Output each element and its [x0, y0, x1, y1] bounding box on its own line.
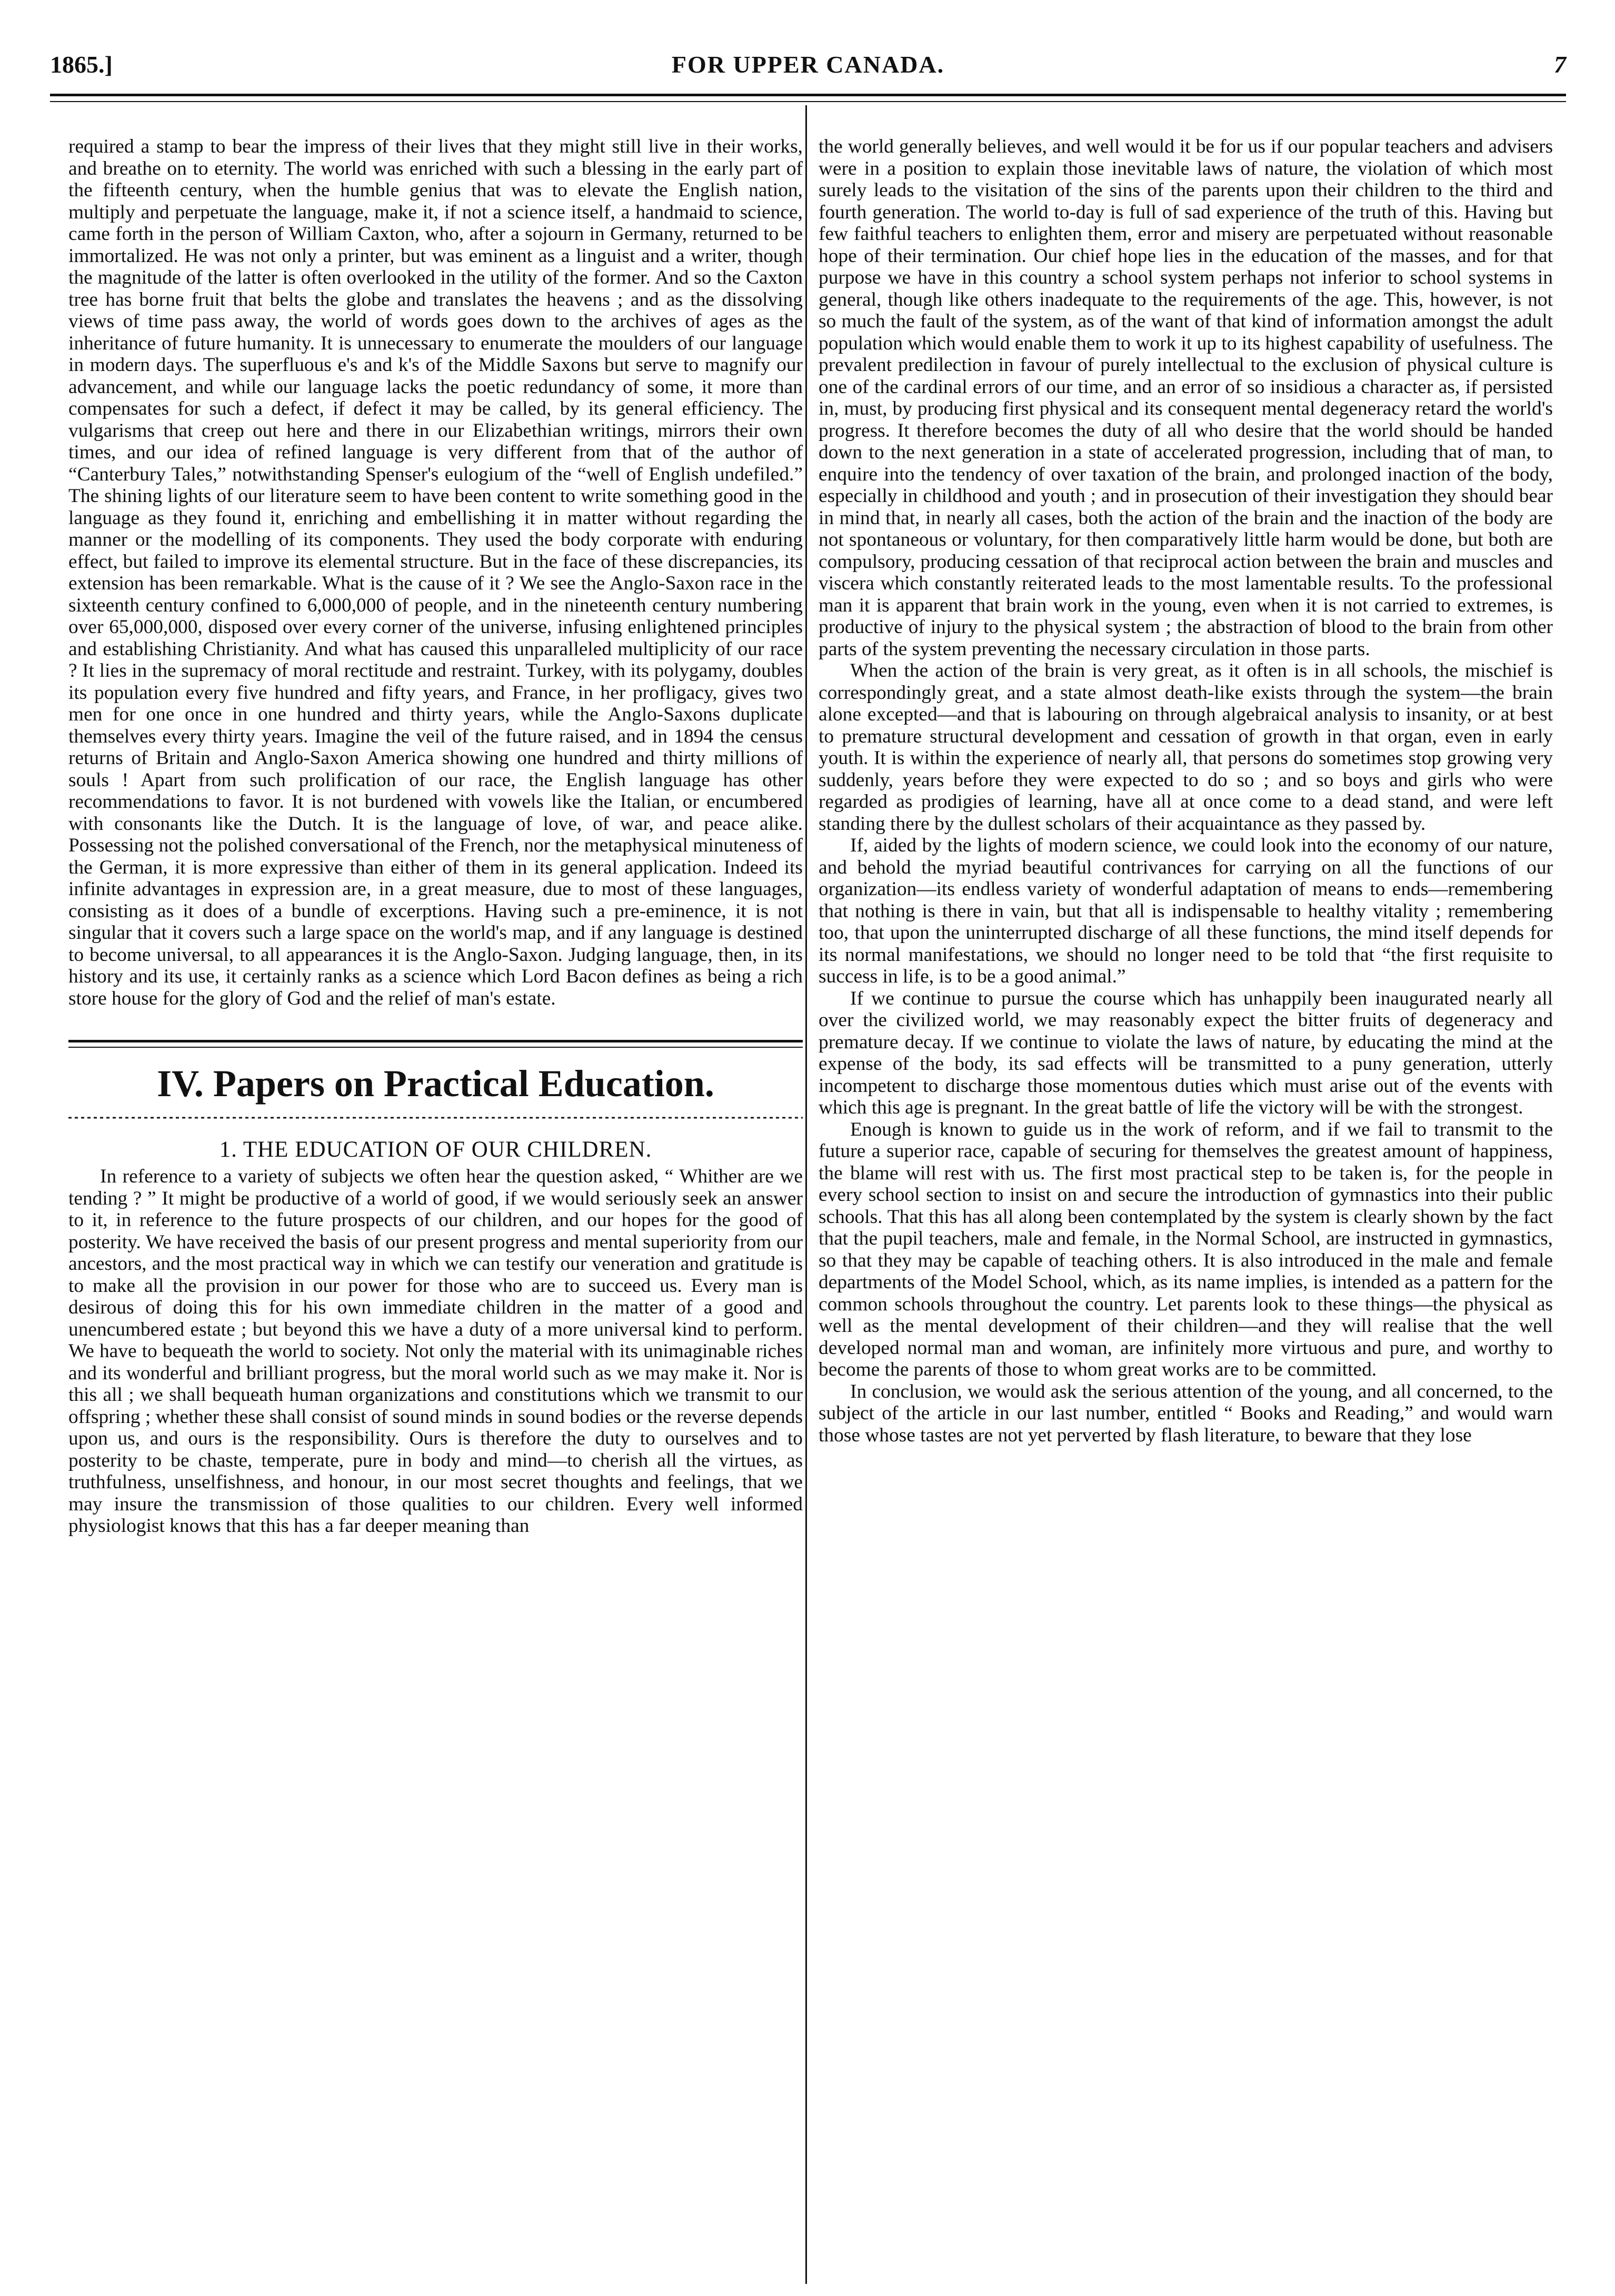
article-paragraph: If, aided by the lights of modern science, we could look into the economy of our nature, and behold the myriad beautiful contrivances for carrying on all the functions of our organization—its endless variety of wonderful adaptation of means to ends—remembering that nothing is there in vain, but that all is indispensable to healthy vitality ; remembering too, that upon the uninterrupted discharge of all these functions, the mind itself depends for its normal manifestations, we should no longer need to be told that “the first requisite to success in life, is to be a good animal.” [819, 835, 1553, 987]
article-paragraph: the world generally believes, and well would it be for us if our popular teachers and advisers were in a position to explain those inevitable laws of nature, the violation of which most surely leads to the visitation of the sins of the parents upon their children to the third and fourth generation. The world to-day is full of sad experience of the truth of this. Having but few faithful teachers to enlighten them, error and misery are perpetuated without reasonable hope of their termination. Our chief hope lies in the education of the masses, and for that purpose we have in this country a school system perhaps not inferior to school systems in general, though like others inadequate to the requirements of the age. This, however, is not so much the fault of the system, as of the want of that kind of information amongst the adult population which would enable them to work it up to its highest capability of usefulness. The prevalent predilection in favour of purely intellectual to the exclusion of physical culture is one of the cardinal errors of our time, and an error of so insidious a character as, if persisted in, must, by producing first physical and its consequent mental degeneracy retard the world's progress. It therefore becomes the duty of all who desire that the world should be handed down to the next generation in a state of accelerated progression, including that of man, to enquire into the tendency of over taxation of the brain, and prolonged inaction of the body, especially in childhood and youth ; and in prosecution of their investigation they should bear in mind that, in nearly all cases, both the action of the brain and the inaction of the body are not spontaneous or voluntary, for then comparatively little harm would be done, but both are compulsory, producing cessation of that reciprocal action between the brain and muscles and viscera which constantly reiterated leads to the most lamentable results. To the professional man it is apparent that brain work in the young, even when it is not carried to extremes, is productive of injury to the physical system ; the abstraction of blood to the brain from other parts of the system preventing the necessary circulation in those parts. [819, 136, 1553, 660]
right-column [819, 136, 1553, 2285]
article-paragraph: When the action of the brain is very great, as it often is in all schools, the mischief is correspondingly great, and a state almost death-like exists through the system—the brain alone excepted—and that is labouring on through algebraical analysis to insanity, or at best to premature structural development and cessation of growth in that organ, even in early youth. It is within the experience of nearly all, that persons do sometimes stop growing very suddenly, years before they were expected to do so ; and so boys and girls who were regarded as prodigies of learning, have all at once come to a dead stand, and were left standing there by the dullest scholars of their acquaintance as they passed by. [819, 660, 1553, 835]
article-paragraph: Enough is known to guide us in the work of reform, and if we fail to transmit to the future a superior race, capable of securing for themselves the greatest amount of happiness, the blame will rest with us. The first most practical step to be taken is, for the people in every school section to insist on and secure the introduction of gymnastics into their public schools. That this has all along been contemplated by the system is clearly shown by the fact that the pupil teachers, male and female, in the Normal School, are instructed in gymnastics, so that they may be capable of teaching others. It is also introduced in the male and female departments of the Model School, which, as its name implies, is intended as a pattern for the common schools throughout the country. Let parents look to these things—the physical as well as the mental development of their children—and they will realise that the well developed normal man and woman, are infinitely more virtuous and pure, and worthy to become the parents of those to whom great works are to be committed. [819, 1118, 1553, 1380]
column-divider [805, 105, 807, 2284]
article-title: 1. THE EDUCATION OF OUR CHILDREN. [219, 1137, 652, 1162]
section-heading: IV. Papers on Practical Education. [157, 1062, 714, 1105]
header-page-number: 7 [1554, 51, 1566, 78]
header-rule-thin [50, 101, 1566, 102]
section-rule-thick [68, 1040, 803, 1042]
article-paragraph: In reference to a variety of subjects we often hear the question asked, “ Whither are we tending ? ” It might be productive of a world of good, if we would seriously seek an answer to it, in reference to the future prospects of our children, and our hopes for the good of posterity. We have received the basis of our present progress and mental superiority from our ancestors, and the most practical way in which we can testify our veneration and gratitude is to make all the provision in our power for those who are to succeed us. Every man is desirous of doing this for his own immediate children in the matter of a good and unencumbered estate ; but beyond this we have a duty of a more universal kind to perform. We have to bequeath the world to society. Not only the material with its unimaginable riches and its wonderful and brilliant progress, but the moral world such as we may make it. Nor is this all ; we shall bequeath human organizations and constitutions which we transmit to our offspring ; whether these shall consist of sound minds in sound bodies or the reverse depends upon us, and ours is the responsibility. Ours is therefore the duty to ourselves and to posterity to be chaste, temperate, pure in body and mind—to cherish all the virtues, as truthfulness, unselfishness, and honour, in our most secret thoughts and feelings, that we may insure the transmission of those qualities to our children. Every well informed physiologist knows that this has a far deeper meaning than [68, 1166, 803, 1537]
header-year: 1865.] [50, 51, 113, 78]
section-rule-thin [68, 1047, 803, 1048]
article-paragraph: If we continue to pursue the course which has unhappily been inaugurated nearly all over the civilized world, we may reasonably expect the bitter fruits of degeneracy and premature decay. If we continue to violate the laws of nature, by educating the mind at the expense of the body, its sad effects will be transmitted to a puny generation, utterly incompetent to discharge those momentous duties which must arise out of the events with which this age is pregnant. In the great battle of life the victory will be with the strongest. [819, 987, 1553, 1118]
header-rule-thick [50, 94, 1566, 96]
header-title: FOR UPPER CANADA. [671, 51, 945, 78]
section-divider [68, 1117, 803, 1119]
page-header [50, 46, 1566, 83]
continued-paragraph: required a stamp to bear the impress of their lives that they might still live in their works, and breathe on to eternity. The world was enriched with such a blessing in the early part of the fifteenth century, when the humble genius that was to elevate the English nation, multiply and perpetuate the language, make it, if not a science itself, a handmaid to science, came forth in the person of William Caxton, who, after a sojourn in Germany, returned to be immortalized. He was not only a printer, but was eminent as a linguist and a writer, though the magnitude of the latter is often overlooked in the utility of the former. And so the Caxton tree has borne fruit that belts the globe and translates the heavens ; and as the dissolving views of time pass away, the world of words goes down to the archives of ages as the inheritance of future humanity. It is unnecessary to enumerate the moulders of our language in modern days. The superfluous e's and k's of the Middle Saxons but serve to magnify our advancement, and while our language lacks the poetic redundancy of some, it more than compensates for such a defect, if defect it may be called, by its general efficiency. The vulgarisms that creep out here and there in our Elizabethian writings, mirrors their own times, and our idea of refined language is very different from that of the author of “Canterbury Tales,” notwithstanding Spenser's eulogium of the “well of English undefiled.” The shining lights of our literature seem to have been content to write something good in the language as they found it, enriching and embellishing it in matter without regarding the manner or the modelling of its components. They used the body corporate with enduring effect, but failed to improve its elemental structure. But in the face of these discrepancies, its extension has been remarkable. What is the cause of it ? We see the Anglo-Saxon race in the sixteenth century confined to 6,000,000 of people, and in the nineteenth century numbering over 65,000,000, disposed over every corner of the universe, infusing enlightened principles and establishing Christianity. And what has caused this unparalleled multiplicity of our race ? It lies in the supremacy of moral rectitude and restraint. Turkey, with its polygamy, doubles its population every five hundred and fifty years, and France, in her profligacy, gives two men for one once in one hundred and thirty years, while the Anglo-Saxons duplicate themselves every thirty years. Imagine the veil of the future raised, and in 1894 the census returns of Britain and Anglo-Saxon America showing one hundred and thirty millions of souls ! Apart from such prolification of our race, the English language has other recommendations to favor. It is not burdened with vowels like the Italian, or encumbered with consonants like the Dutch. It is the language of love, of war, and peace alike. Possessing not the polished conversational of the French, nor the metaphysical minuteness of the German, it is more expressive than either of them in its general application. Indeed its infinite advantages in expression are, in a great measure, due to most of these languages, consisting as it does of a bundle of excerptions. Having such a pre-eminence, it is not singular that it covers such a large space on the world's map, and if any language is destined to become universal, to all appearances it is the Anglo-Saxon. Judging language, then, in its history and its use, it certainly ranks as a science which Lord Bacon defines as being a rich store house for the glory of God and the relief of man's estate. [68, 136, 803, 1009]
left-column [68, 136, 803, 1537]
article-paragraph: In conclusion, we would ask the serious attention of the young, and all concerned, to the subject of the article in our last number, entitled “ Books and Reading,” and would warn those whose tastes are not yet perverted by flash literature, to beware that they lose [819, 1380, 1553, 1446]
